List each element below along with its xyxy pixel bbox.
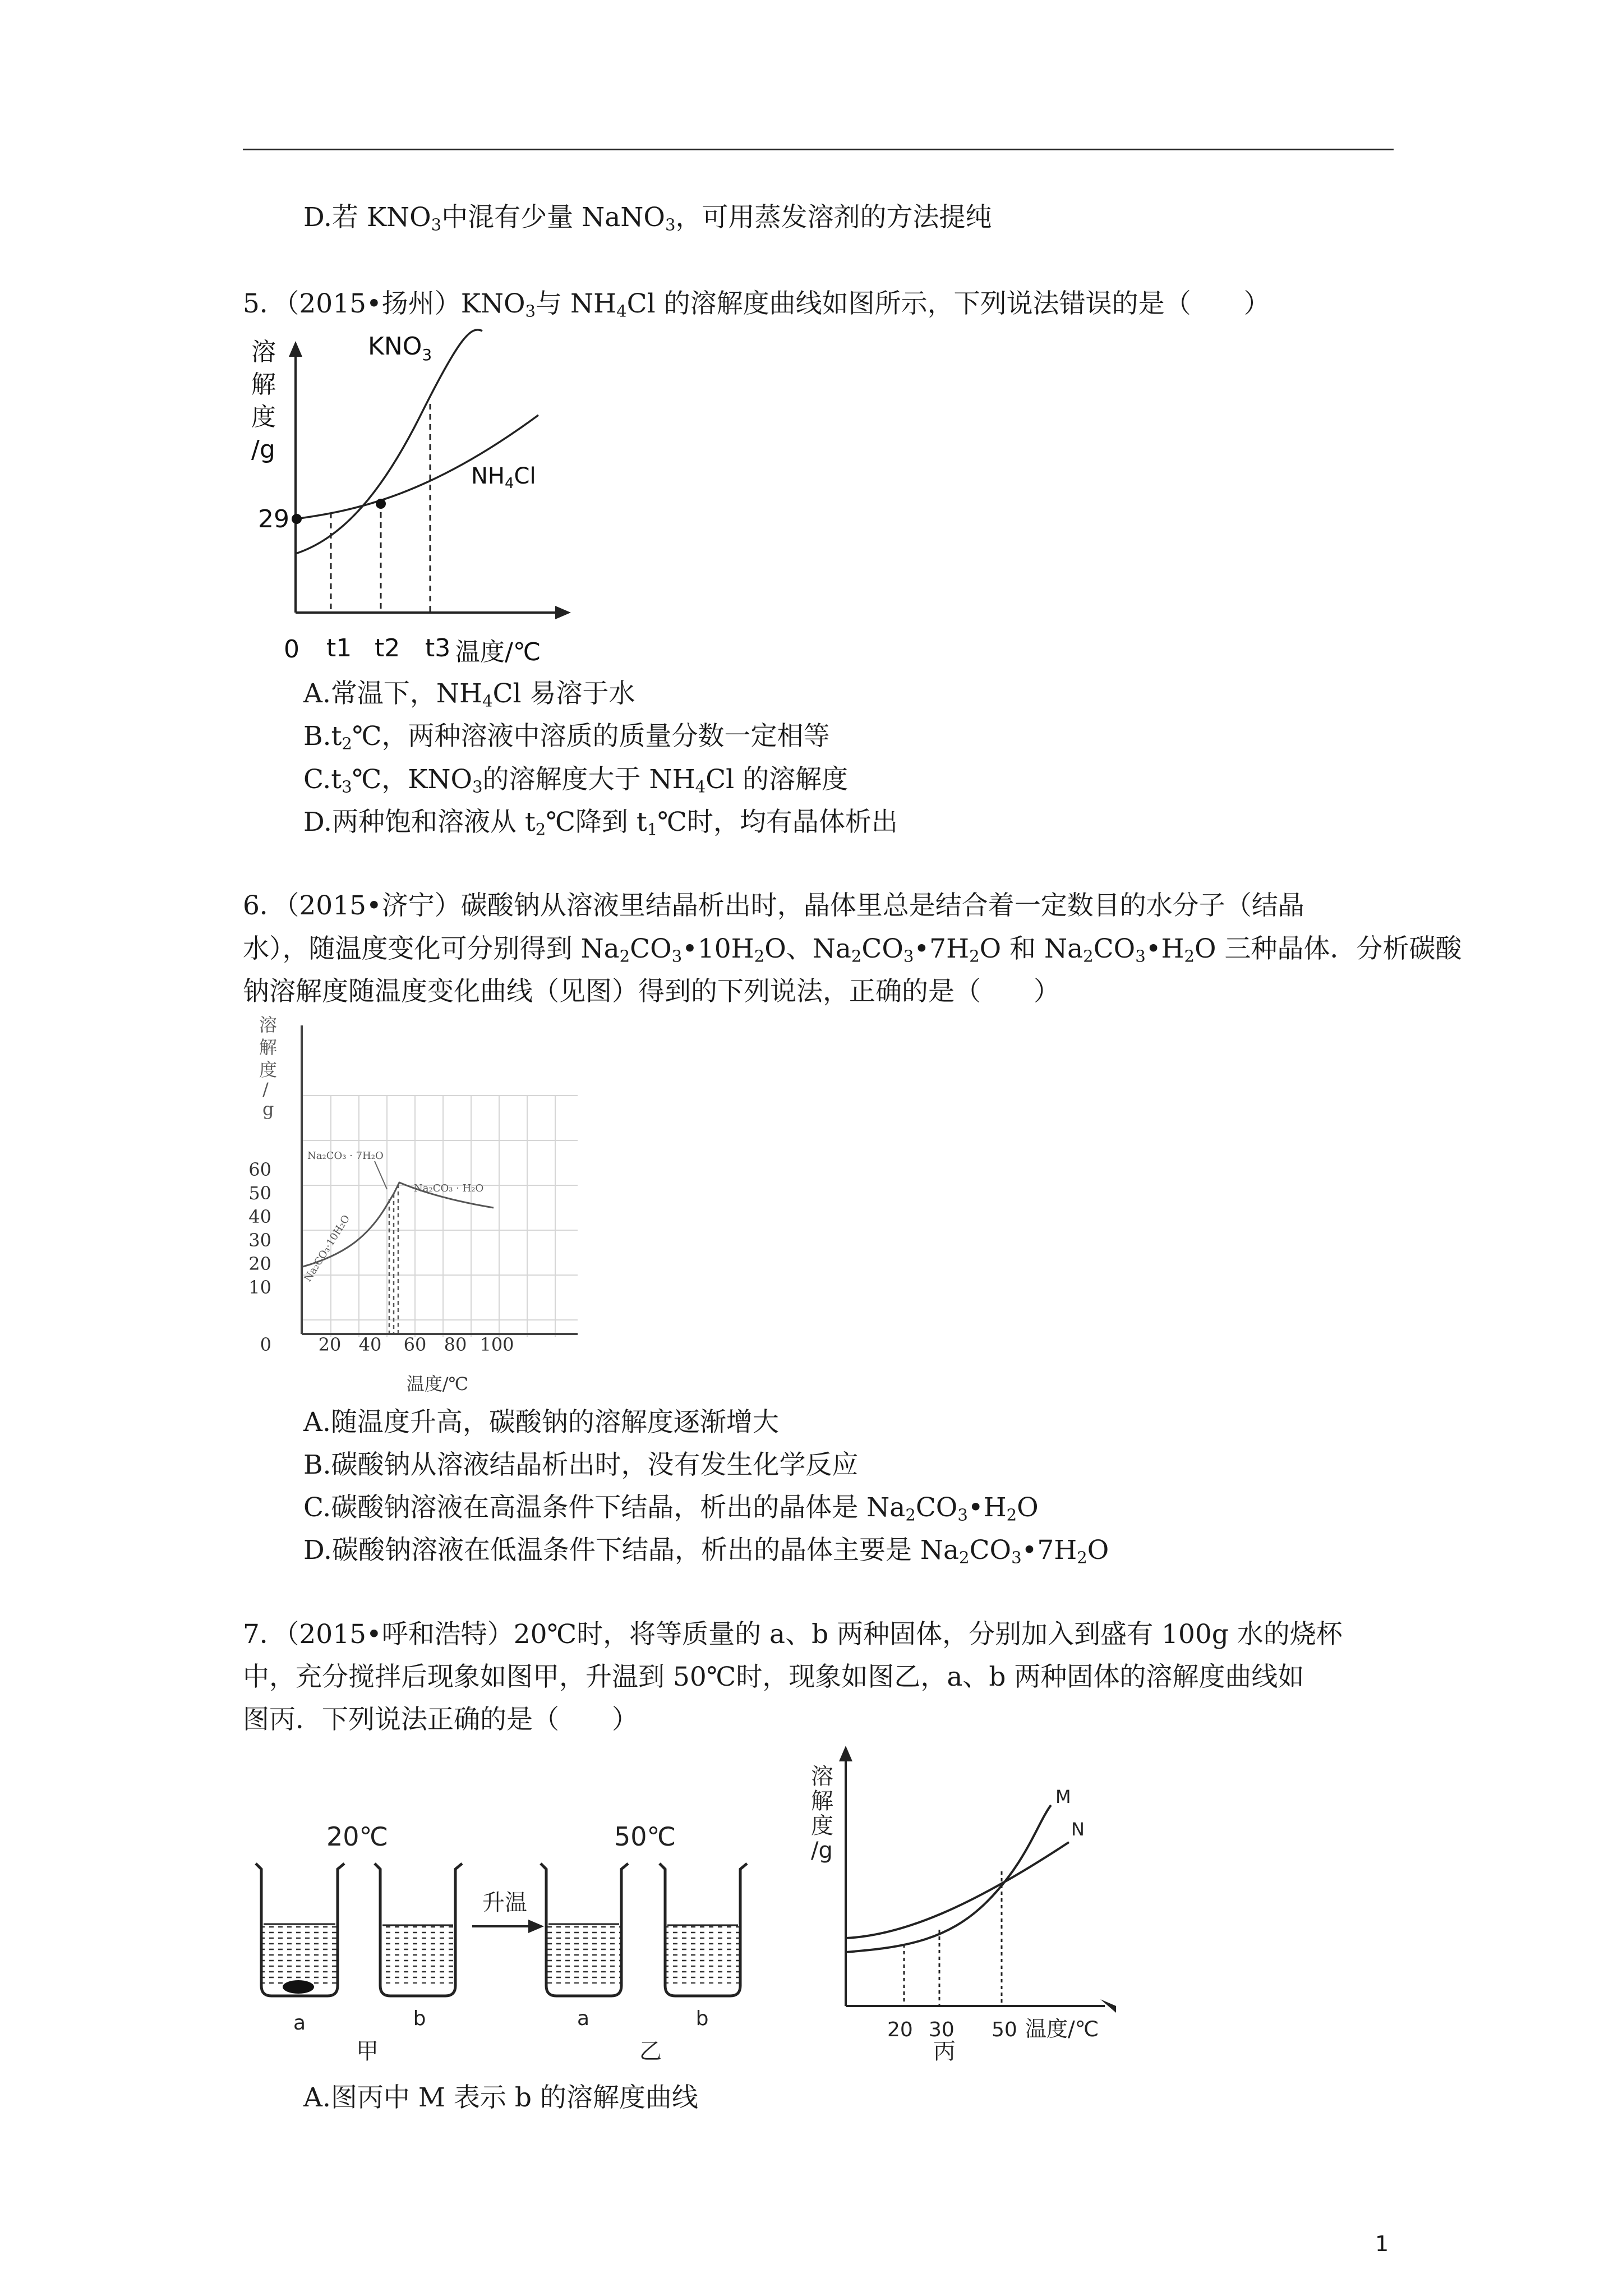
q5-intersection-point [376,499,386,509]
q6-y-label-5: g [262,1098,274,1120]
q5-y-label-4: /g [251,435,275,464]
q7-x-tick-50: 50 [992,2018,1017,2041]
q5-nh4cl-label: $NH_4Cl$ [471,463,536,492]
q6-x-tick-80: 80 [444,1334,467,1355]
q6-y-label-4: / [262,1079,269,1100]
q6-y-label-3: 度 [259,1059,278,1080]
q5-x-axis-arrow [555,606,571,619]
q5-intercept-point [292,514,302,524]
q6-label-10h2o: Na₂CO₃·10H₂O [302,1213,353,1284]
q6-stem-line-2: 水），随温度变化可分别得到 $Na_2CO_3•10H_2O$、$Na_2CO_3•7H_2O$ 和 $Na_2CO_3•H_2O$ 三种晶体．分析碳酸 [243,933,1462,966]
q6-x-tick-40: 40 [358,1334,382,1355]
q7-y-label-3: 度 [811,1813,833,1839]
q5-y-label-2: 解 [251,370,276,399]
q5-option-c: $C.t_3℃$，$KNO_3$的溶解度大于 $NH_4Cl$ 的溶解度 [303,764,849,797]
q7-curve-m-label: M [1055,1786,1071,1807]
q6-option-c: C.碳酸钠溶液在高温条件下结晶，析出的晶体是 $Na_2CO_3•H_2O$ [303,1492,1039,1525]
q6-y-tick-0: 0 [260,1334,271,1355]
q5-y-tick-29: 29 [258,505,289,533]
q6-x-axis-label: 温度/℃ [406,1373,469,1395]
q4-option-d: D.若 $KNO_3$中混有少量 NaNO$_3$，可用蒸发溶剂的方法提纯 [303,202,992,234]
q7-curve-m [846,1805,1051,1952]
q6-solubility-figure [247,1014,606,1407]
q5-option-a: A.常温下，$NH_4Cl$ 易溶于水 [303,678,635,711]
q7-beaker-a-yi [541,1864,628,1996]
q5-x-tick-t3: t3 [425,634,451,662]
q6-x-tick-60: 60 [403,1334,427,1355]
q6-label-7h2o: Na₂CO₃ · 7H₂O [307,1150,384,1162]
q7-beaker-b-jia [375,1864,462,1996]
q5-x-axis-label: 温度/℃ [455,638,541,666]
q7-group-yi: 乙 [639,2039,662,2064]
q7-y-label-2: 解 [811,1788,833,1814]
q7-label-a-yi: a [577,2007,590,2030]
q6-y-tick-60: 60 [248,1159,271,1180]
q7-temp-20: 20℃ [326,1821,389,1852]
q6-x-tick-20: 20 [318,1334,342,1355]
q7-stem-line-3: 图丙．下列说法正确的是（ ） [243,1704,638,1735]
q7-stem-line-2: 中，充分搅拌后现象如图甲，升温到 50℃时，现象如图乙，a、b 两种固体的溶解度曲线如 [243,1662,1304,1692]
q7-option-a: A.图丙中 M 表示 b 的溶解度曲线 [303,2082,698,2113]
q7-y-label-4: /g [811,1838,833,1864]
q7-x-tick-30: 30 [929,2018,955,2041]
q5-origin-label: 0 [284,635,299,664]
q6-option-d: D.碳酸钠溶液在低温条件下结晶，析出的晶体主要是 $Na_2CO_3•7H_2O$ [303,1535,1109,1567]
q5-option-d: D.两种饱和溶液从 $t_2℃$降到 $t_1℃$时，均有晶体析出 [303,807,898,839]
q7-beaker-b-yi [660,1864,747,1996]
q7-beaker-a-jia [256,1864,344,1996]
q6-y-tick-50: 50 [248,1182,271,1204]
q6-option-b: B.碳酸钠从溶液结晶析出时，没有发生化学反应 [303,1450,859,1480]
q5-x-tick-t1: t1 [326,634,352,662]
q7-x-tick-20: 20 [887,2018,913,2041]
q5-kno3-label: $KNO_3$ [368,332,432,364]
q7-group-jia: 甲 [356,2039,379,2064]
q6-y-tick-10: 10 [248,1277,271,1298]
q5-x-tick-t2: t2 [375,634,400,662]
q5-solubility-figure [247,325,594,673]
q7-heating-arrow [472,1920,544,1933]
q5-stem: 5．（2015•扬州）$KNO_3$与 $NH_4Cl$ 的溶解度曲线如图所示，下列说法错误的是（ ） [243,288,1270,321]
q5-y-label-1: 溶 [251,338,276,366]
q6-y-tick-30: 30 [248,1230,271,1251]
q7-label-a-jia: a [293,2012,306,2035]
q7-arrow-label: 升温 [482,1890,527,1916]
q7-curve-n-label: N [1071,1819,1085,1840]
q5-y-label-3: 度 [251,403,276,431]
q7-temp-50: 50℃ [614,1821,676,1852]
q6-y-label-2: 解 [259,1037,278,1058]
q7-figure [241,1739,1150,2064]
q6-stem-line-1: 6．（2015•济宁）碳酸钠从溶液里结晶析出时，晶体里总是结合着一定数目的水分子（结晶 [243,890,1304,921]
q7-y-axis-arrow [839,1746,852,1761]
q7-x-axis-label: 温度/℃ [1025,2017,1099,2041]
q5-y-axis-arrow [289,341,302,357]
q7-stem-line-1: 7．（2015•呼和浩特）20℃时，将等质量的 a、b 两种固体，分别加入到盛有 100g 水的烧杯 [243,1619,1343,1650]
q5-kno3-curve [296,330,482,554]
q7-label-b-yi: b [695,2007,709,2030]
header-rule [243,149,1394,150]
q7-y-label-1: 溶 [811,1764,833,1789]
q7-label-b-jia: b [413,2007,426,2030]
q6-y-tick-40: 40 [248,1206,271,1227]
q7-group-bing: 丙 [933,2039,956,2064]
page-number: 1 [1375,2231,1389,2256]
q6-x-tick-100: 100 [479,1334,514,1355]
q6-y-tick-20: 20 [248,1253,271,1274]
q6-y-label-1: 溶 [259,1014,278,1036]
q6-option-a: A.随温度升高，碳酸钠的溶解度逐渐增大 [303,1407,779,1438]
q5-option-b: $B.t_2℃$，两种溶液中溶质的质量分数一定相等 [303,721,830,753]
q6-stem-line-3: 钠溶解度随温度变化曲线（见图）得到的下列说法，正确的是（ ） [243,976,1060,1007]
q6-label-h2o: Na₂CO₃ · H₂O [414,1182,484,1194]
